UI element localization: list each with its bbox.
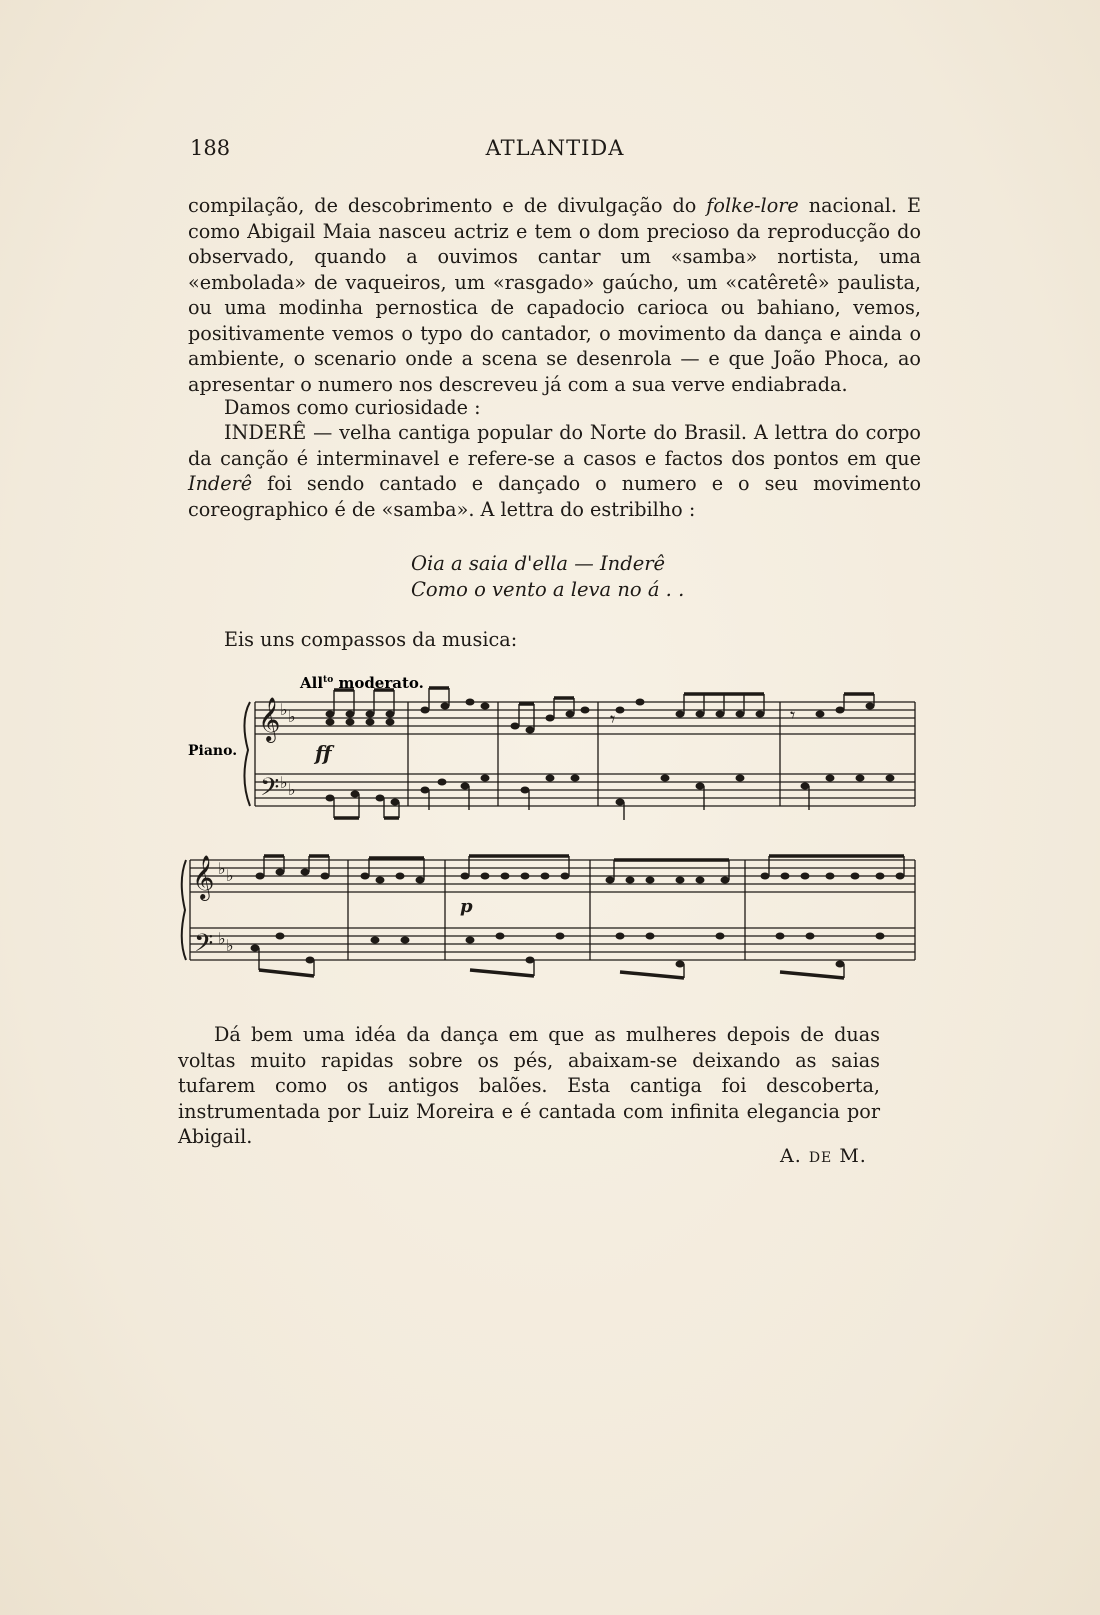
refrain-verse	[411, 551, 684, 603]
svg-text:♭: ♭	[218, 929, 226, 948]
svg-text:𝄾: 𝄾	[610, 707, 616, 731]
paragraph-conclusion	[178, 1022, 880, 1150]
paragraph-text: Dá bem uma idéa da dança em que as mulheres depois de duas voltas muito rapidas sobre os pés, abaixam-se deixando as saias tufarem como os antigos balões. Esta cantiga foi descoberta, instrumentada por Luiz Moreira e é cantada com infinita elegancia por Abigail.	[178, 1023, 880, 1148]
treble-clef-icon: 𝄞	[258, 697, 281, 741]
svg-text:♭: ♭	[288, 707, 296, 726]
paragraph-text: INDERÊ — velha cantiga popular do Norte do Brasil. A lettra do corpo da canção é interminavel e refere-se a casos e factos dos pontos em que	[188, 421, 921, 470]
paragraph-text: compilação, de descobrimento e de divulgação do	[188, 194, 707, 217]
running-title: ATLANTIDA	[485, 136, 625, 160]
score-system-1	[244, 688, 915, 820]
paragraph-text: Damos como curiosidade :	[224, 396, 481, 419]
svg-text:𝄢: 𝄢	[194, 929, 214, 964]
svg-text:♭: ♭	[218, 859, 226, 878]
paragraph-intro	[188, 193, 921, 397]
author-signature	[780, 1145, 867, 1167]
svg-text:♭: ♭	[280, 700, 288, 719]
page-number: 188	[190, 136, 231, 160]
paragraph-text: Eis uns compassos da musica:	[224, 628, 518, 651]
svg-text:♭: ♭	[226, 936, 234, 955]
paragraph-music-intro	[188, 627, 921, 653]
svg-text:♭: ♭	[288, 780, 296, 799]
paragraph-curiosity	[188, 395, 921, 421]
svg-text:𝄾: 𝄾	[790, 703, 796, 727]
dynamic-marking: p	[460, 896, 473, 917]
signature-initial: A.	[780, 1145, 802, 1167]
italic-term: Inderê	[188, 472, 253, 495]
paragraph-text: nacional. E como Abigail Maia nasceu actriz e tem o dom precioso da reproducção do observado, quando a ouvimos cantar um «samba» nortista, uma «embolada» de vaqueiros, um «rasgado» gaúcho, um «catêretê» paulista, ou uma modinha pernostica de capadocio carioca ou bahiano, vemos, positivamente vemos o typo do cantador, o movimento da dança e ainda o ambiente, o scenario onde a scena se desenrola — e que João Phoca, ao apresentar o numero nos descreveu já com a sua verve endiabrada.	[188, 194, 921, 396]
italic-term: folke-lore	[706, 194, 799, 217]
tempo-marking: All$^{to}$ moderato.	[300, 674, 424, 692]
page-header	[190, 136, 920, 166]
paragraph-indere	[188, 420, 921, 522]
signature-surname: M.	[839, 1145, 867, 1167]
verse-line: Como o vento a leva no á . .	[411, 578, 685, 601]
paragraph-text: foi sendo cantado e dançado o numero e o seu movimento coreographico é de «samba». A lettra do estribilho :	[188, 472, 921, 521]
dynamic-marking: ff	[315, 741, 332, 765]
svg-text:𝄞: 𝄞	[192, 855, 215, 899]
bass-clef-icon: 𝄢	[260, 773, 280, 808]
signature-particle: DE	[808, 1150, 833, 1166]
sheet-music	[180, 660, 920, 1000]
verse-line: Oia a saia d'ella — Inderê	[411, 552, 666, 575]
instrument-label: Piano.	[188, 743, 238, 759]
svg-text:♭: ♭	[280, 773, 288, 792]
score-system-2	[182, 855, 915, 978]
svg-text:♭: ♭	[226, 866, 234, 885]
